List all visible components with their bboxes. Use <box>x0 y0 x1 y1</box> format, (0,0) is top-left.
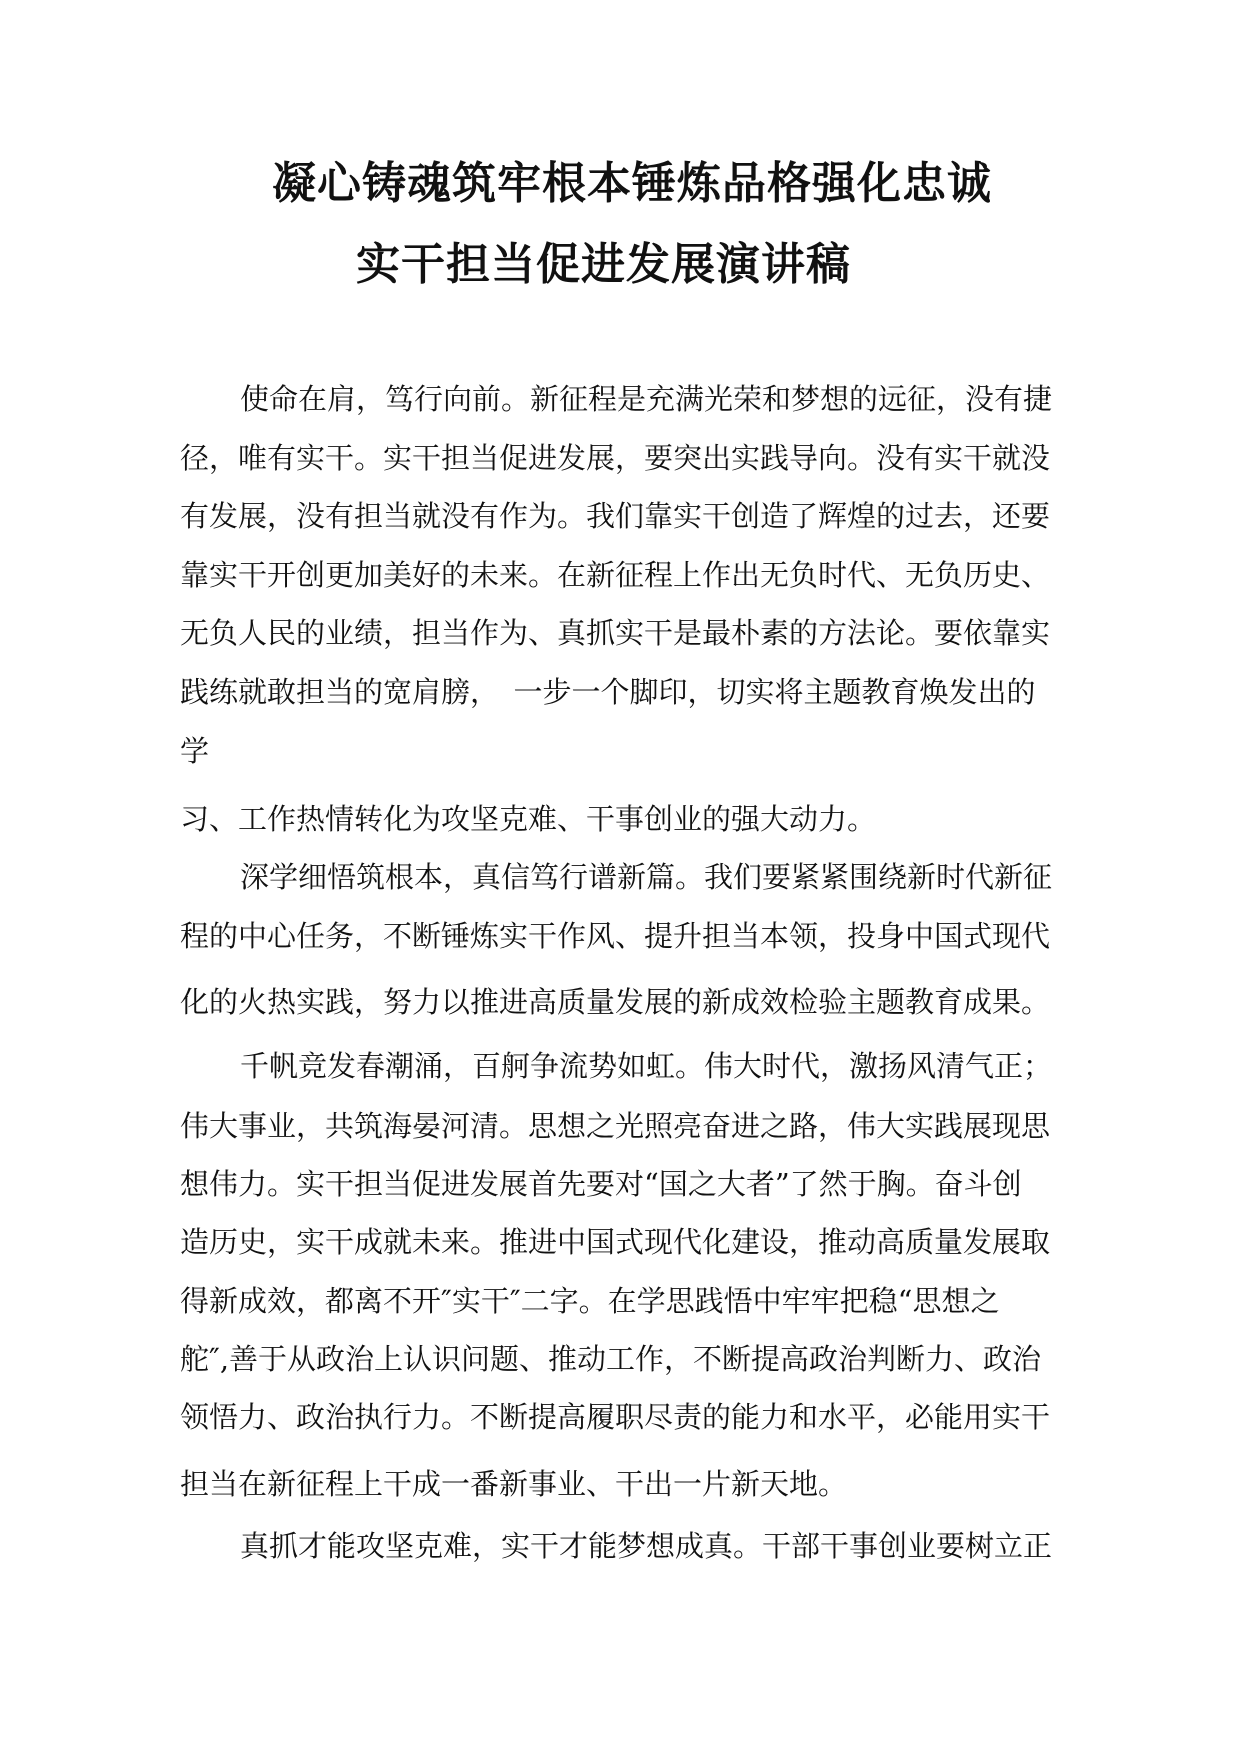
paragraph-2-line: 化的火热实践，努力以推进高质量发展的新成效检验主题教育成果。 <box>180 985 1051 1019</box>
paragraph-3-line: 想伟力。实干担当促进发展首先要对“国之大者”了然于胸。奋斗创 <box>180 1167 1022 1201</box>
paragraph-1-line: 使命在肩，笃行向前。新征程是充满光荣和梦想的远征，没有捷 <box>240 382 1053 416</box>
paragraph-1-line: 靠实干开创更加美好的未来。在新征程上作出无负时代、无负历史、 <box>180 558 1051 592</box>
paragraph-3-line: 得新成效，都离不开″实干″二字。在学思践悟中牢牢把稳“思想之 <box>180 1284 1000 1318</box>
paragraph-2-line: 程的中心任务，不断锤炼实干作风、提升担当本领，投身中国式现代 <box>180 919 1051 953</box>
paragraph-4-line: 真抓才能攻坚克难，实干才能梦想成真。干部干事创业要树立正 <box>240 1529 1053 1563</box>
paragraph-1-line: 学 <box>180 734 210 768</box>
paragraph-3-line: 伟大事业，共筑海晏河清。思想之光照亮奋进之路，伟大实践展现思 <box>180 1109 1051 1143</box>
paragraph-1-line: 践练就敢担当的宽肩膀， 一步一个脚印，切实将主题教育焕发出的 <box>180 675 1036 709</box>
document-title-line-1: 凝心铸魂筑牢根本锤炼品格强化忠诚 <box>272 158 992 209</box>
paragraph-1-line: 习、工作热情转化为攻坚克难、干事创业的强大动力。 <box>180 802 877 836</box>
paragraph-2-line: 深学细悟筑根本，真信笃行谱新篇。我们要紧紧围绕新时代新征 <box>240 860 1053 894</box>
paragraph-3-line: 担当在新征程上干成一番新事业、干出一片新天地。 <box>180 1467 848 1501</box>
paragraph-1-line: 径，唯有实干。实干担当促进发展，要突出实践导向。没有实干就没 <box>180 441 1051 475</box>
paragraph-1-line: 无负人民的业绩，担当作为、真抓实干是最朴素的方法论。要依靠实 <box>180 616 1051 650</box>
paragraph-1-line: 有发展，没有担当就没有作为。我们靠实干创造了辉煌的过去，还要 <box>180 499 1051 533</box>
document-title-line-2: 实干担当促进发展演讲稿 <box>356 239 851 290</box>
paragraph-3-line: 千帆竞发春潮涌，百舸争流势如虹。伟大时代，激扬风清气正； <box>240 1049 1053 1083</box>
paragraph-3-line: 舵″,善于从政治上认识问题、推动工作，不断提高政治判断力、政治 <box>180 1342 1042 1376</box>
paragraph-3-line: 造历史，实干成就未来。推进中国式现代化建设，推动高质量发展取 <box>180 1225 1051 1259</box>
paragraph-3-line: 领悟力、政治执行力。不断提高履职尽责的能力和水平，必能用实干 <box>180 1400 1051 1434</box>
